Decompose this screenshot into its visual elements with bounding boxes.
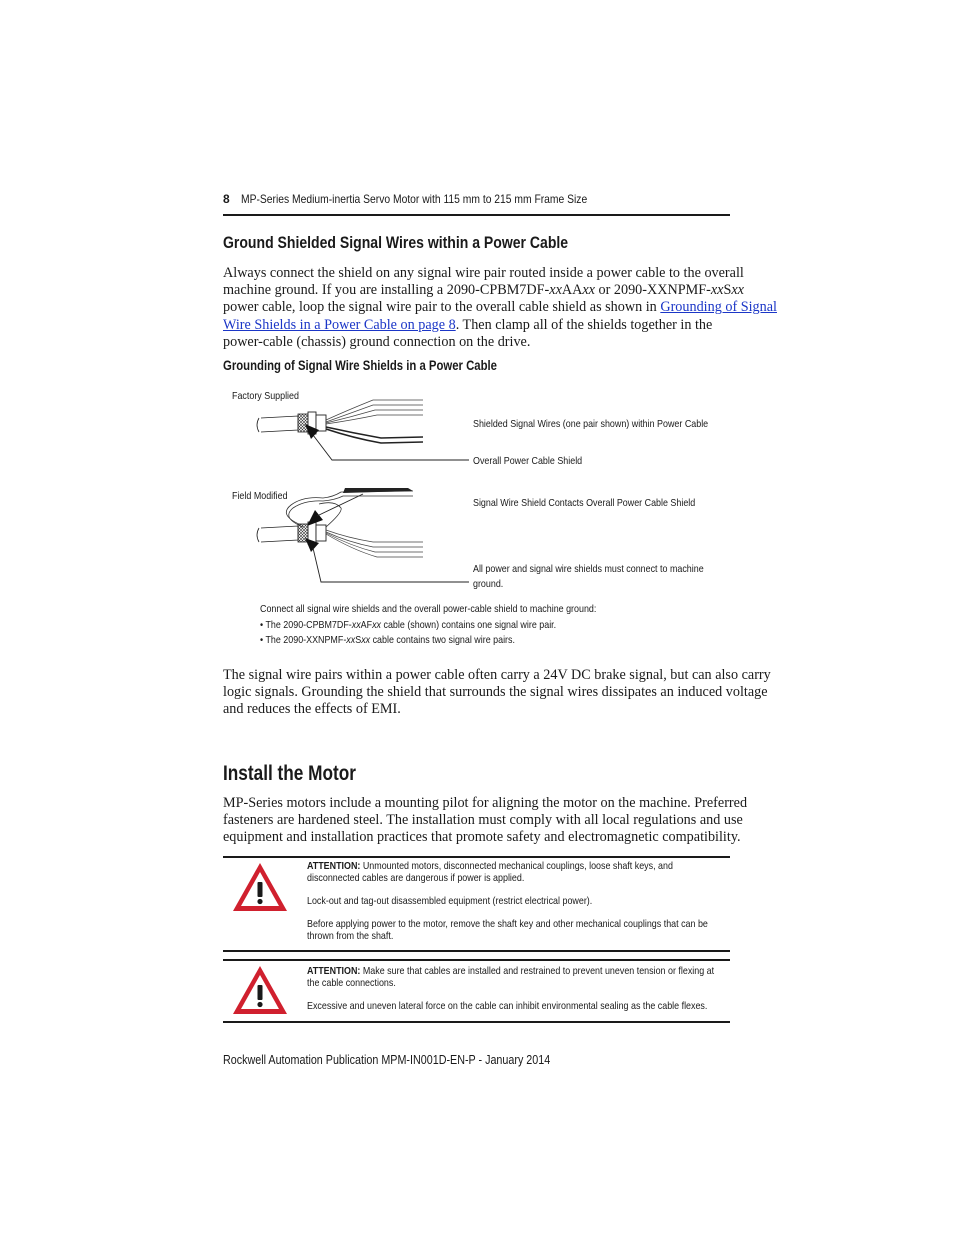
callout-shield-contacts: Signal Wire Shield Contacts Overall Power Cable Shield [473,497,696,509]
callout-overall-shield: Overall Power Cable Shield [473,455,583,467]
figure-title: Grounding of Signal Wire Shields in a Power Cable [223,358,497,373]
running-header-title: MP-Series Medium-inertia Servo Motor with 115 mm to 215 mm Frame Size [241,192,588,206]
factory-cable [257,400,423,443]
attention2-para2: Excessive and uneven lateral force on the cable can inhibit environmental sealing as the cable flexes. [307,1000,708,1012]
header-rule [223,214,730,216]
text-line: Wire Shields in a Power Cable on page 8. Then clamp all of the shields together in the [223,316,713,333]
text-line: fasteners are hardened steel. The installation must comply with all local regulations and use [223,812,743,829]
attention1-para3: Before applying power to the motor, remove the shaft key and other mechanical couplings that can be thrown from the shaft. [307,918,708,942]
section2-paragraph [223,795,747,847]
section1-paragraph2 [223,667,771,719]
figure-link[interactable]: Grounding of Signal [660,299,777,316]
arrow-machine-ground [305,538,469,582]
callout-machine-ground: All power and signal wire shields must connect to machine ground. [473,563,704,590]
label-field-modified: Field Modified [232,490,288,502]
text-line: Always connect the shield on any signal wire pair routed inside a power cable to the overall [223,265,744,281]
attention2-para1: ATTENTION: Make sure that cables are installed and restrained to prevent uneven tension or flexing at the cable connections. [307,965,715,989]
callout-shielded-wires: Shielded Signal Wires (one pair shown) within Power Cable [473,418,709,430]
label-factory-supplied: Factory Supplied [232,390,299,402]
figure-note-bullet: • The 2090-XXNPMF-xxSxx cable contains two signal wire pairs. [260,634,515,646]
attention2-bottom-rule [223,1021,730,1023]
text-line: logic signals. Grounding the shield that surrounds the signal wires dissipates an induced voltage [223,684,768,701]
page-footer: Rockwell Automation Publication MPM-IN001D-EN-P - January 2014 [223,1053,551,1067]
text-line: MP-Series motors include a mounting pilot for aligning the motor on the machine. Preferred [223,795,748,811]
warning-triangle-icon [231,964,289,1016]
text-line: machine ground. If you are installing a 2090-CPBM7DF-xxAAxx or 2090-XXNPMF-xxSxx [223,282,744,299]
page-number: 8 [223,192,230,206]
warning-triangle-icon [231,861,289,913]
figure-note-bullet: • The 2090-CPBM7DF-xxAFxx cable (shown) contains one signal wire pair. [260,618,557,631]
figure-note [260,602,596,649]
figure-note-intro: Connect all signal wire shields and the overall power-cable shield to machine ground: [260,603,597,615]
text-line: and reduces the effects of EMI. [223,701,401,718]
attention1-para2: Lock-out and tag-out disassembled equipment (restrict electrical power). [307,895,593,907]
attention-label: ATTENTION: [307,860,361,872]
attention2-text [307,965,728,1023]
attention1-top-rule [223,856,730,858]
section-heading-install-motor: Install the Motor [223,762,356,785]
attention2-top-rule [223,959,730,961]
figure-link-cont[interactable]: Wire Shields in a Power Cable on page 8 [223,316,456,333]
text-line: power cable, loop the signal wire pair to the overall cable shield as shown in Grounding of Signal [223,299,777,316]
text-line: equipment and installation practices that promote safety and electromagnetic compatibility. [223,829,741,846]
text-line: power-cable (chassis) ground connection on the drive. [223,333,531,350]
section-heading-ground-shielded: Ground Shielded Signal Wires within a Power Cable [223,234,569,252]
text-line: The signal wire pairs within a power cable often carry a 24V DC brake signal, but can also carry [223,667,771,683]
attention1-bottom-rule [223,950,730,952]
attention-label: ATTENTION: [307,965,361,977]
section1-paragraph1 [223,265,777,351]
attention1-text [307,860,728,953]
attention1-para1: ATTENTION: Unmounted motors, disconnected mechanical couplings, loose shaft keys, and disconnected cables are dangerous if power is applied. [307,860,673,884]
